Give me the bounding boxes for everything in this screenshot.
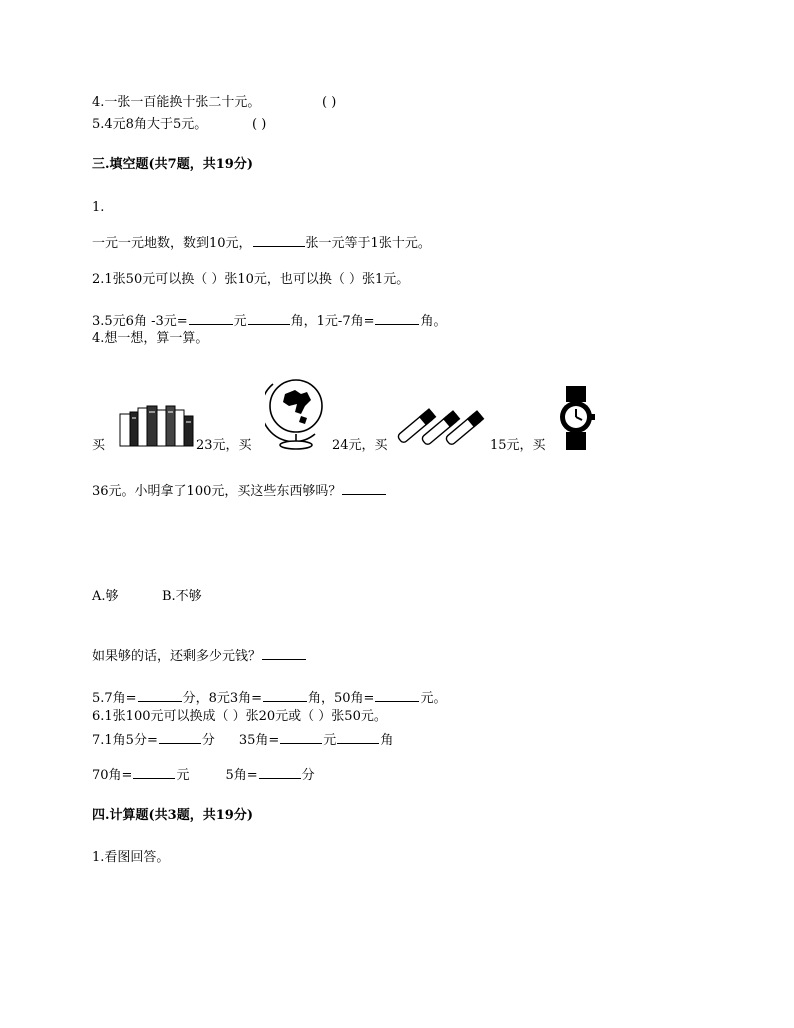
price-books: 23元，买 <box>196 438 252 453</box>
answer-blank[interactable] <box>375 689 419 702</box>
fill-question-7-line-1: 7.1角5分= 分 35角= 元 角 <box>92 733 394 748</box>
fill-question-4-question: 36元。小明拿了100元，买这些东西够吗？ <box>92 482 387 500</box>
fill-question-5: 5.7角= 分，8元3角= 角，50角= 元。 <box>92 691 447 706</box>
answer-blank[interactable] <box>375 312 419 325</box>
answer-blank[interactable] <box>262 647 306 660</box>
answer-blank[interactable] <box>337 731 379 744</box>
judge-answer-paren-4[interactable]: ( ) <box>322 95 337 110</box>
fill-question-3: 3.5元6角 -3元= 元 角，1元-7角= 角。 <box>92 314 447 329</box>
option-a[interactable]: A.够 <box>92 589 119 604</box>
judge-question-4: 4.一张一百能换十张二十元。 <box>92 95 261 110</box>
fill-question-4-followup: 如果够的话，还剩多少元钱？ <box>92 647 307 665</box>
section-4-title: 四.计算题(共3题，共19分) <box>92 808 253 823</box>
fill-question-6: 6.1张100元可以换成（ ）张20元或（ ）张50元。 <box>92 709 387 724</box>
answer-blank[interactable] <box>138 689 182 702</box>
answer-blank[interactable] <box>159 731 201 744</box>
price-globe: 24元，买 <box>332 438 388 453</box>
answer-blank[interactable] <box>342 482 386 495</box>
fill-question-7-line-2: 70角= 元 5角= 分 <box>92 768 315 783</box>
answer-blank[interactable] <box>133 766 175 779</box>
judge-answer-paren-5[interactable]: ( ) <box>252 117 267 132</box>
answer-blank[interactable] <box>189 312 233 325</box>
watch-icon <box>556 386 596 450</box>
calc-question-1: 1.看图回答。 <box>92 850 170 865</box>
section-3-title: 三.填空题(共7题，共19分) <box>92 157 253 172</box>
fill-question-2: 2.1张50元可以换（ ）张10元，也可以换（ ）张1元。 <box>92 272 410 287</box>
judge-question-5: 5.4元8角大于5元。 <box>92 117 208 132</box>
fill-question-1-number: 1. <box>92 200 105 215</box>
answer-blank[interactable] <box>253 234 305 247</box>
answer-blank[interactable] <box>248 312 290 325</box>
answer-blank[interactable] <box>263 689 307 702</box>
option-b[interactable]: B.不够 <box>162 589 202 604</box>
answer-blank[interactable] <box>259 766 301 779</box>
price-pens: 15元，买 <box>490 438 546 453</box>
fill-question-1: 一元一元地数，数到10元， 张一元等于1张十元。 <box>92 236 431 251</box>
buy-label: 买 <box>92 438 106 453</box>
fill-question-4-title: 4.想一想，算一算。 <box>92 331 209 346</box>
answer-blank[interactable] <box>280 731 322 744</box>
books-icon <box>118 402 196 448</box>
pens-icon <box>396 402 488 446</box>
globe-icon <box>265 372 327 452</box>
